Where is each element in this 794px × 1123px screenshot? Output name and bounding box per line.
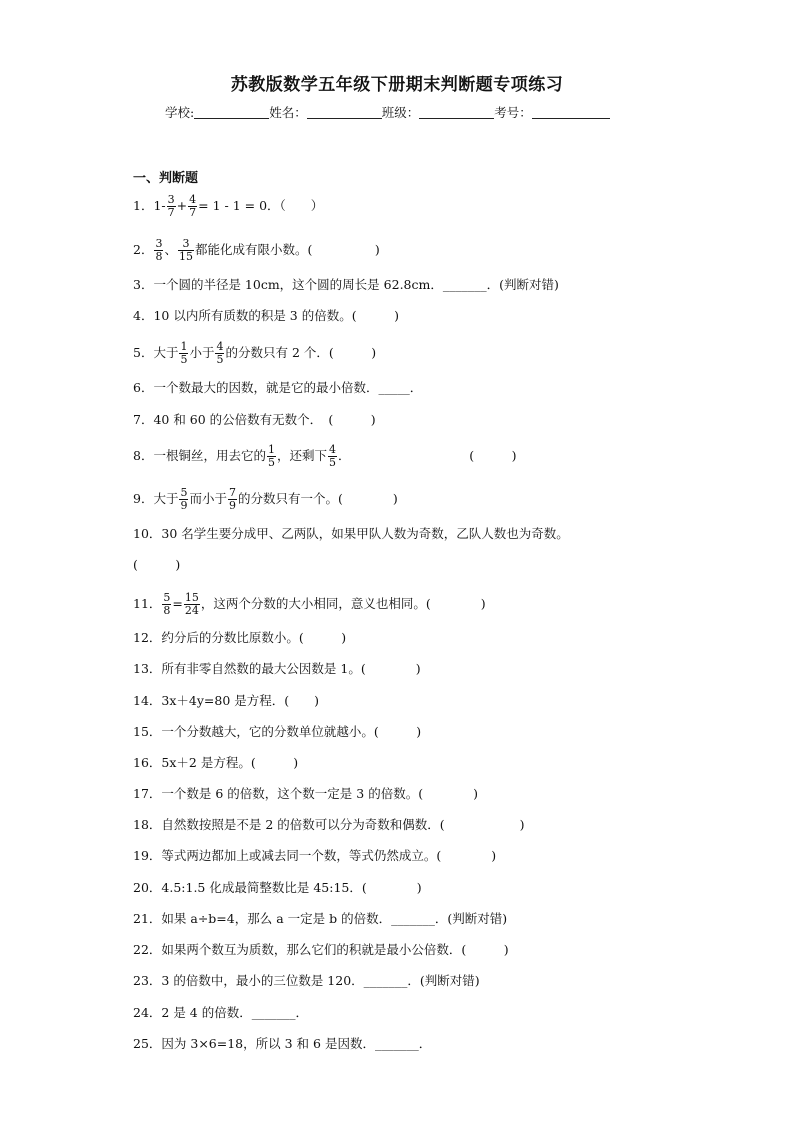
student-info-line xyxy=(165,103,610,121)
question-25: 25．因为 3×6=18，所以 3 和 6 是因数．_______． xyxy=(133,1036,432,1051)
question-17: 17．一个数是 6 的倍数，这个数一定是 3 的倍数。( ) xyxy=(133,786,478,801)
section-heading: 一、判断题 xyxy=(133,171,199,186)
exam-no-field[interactable] xyxy=(532,105,610,119)
question-11: 11． $\frac{5}{8}$ = $\frac{15}{24}$ ，这两个分数的大小相同，意义也相同。( ) xyxy=(133,591,486,617)
fraction: $\frac{15}{24}$ xyxy=(184,591,199,617)
question-16: 16．5x＋2 是方程。( ) xyxy=(133,755,299,770)
question-6: 6．一个数最大的因数，就是它的最小倍数．_____． xyxy=(133,380,423,395)
question-12: 12．约分后的分数比原数小。( ) xyxy=(133,630,347,645)
fraction: $\frac{3}{15}$ xyxy=(178,237,193,263)
question-18: 18．自然数按照是不是 2 的倍数可以分为奇数和偶数．( ) xyxy=(133,817,525,832)
exam-no-label: 考号： xyxy=(494,105,532,120)
question-22: 22．如果两个数互为质数，那么它们的积就是最小公倍数．( ) xyxy=(133,942,509,957)
question-10-answer: ( ) xyxy=(133,557,181,572)
question-9: 9．大于 $\frac{5}{9}$ 而小于 $\frac{7}{9}$ 的分数只有一个。( ) xyxy=(133,486,398,512)
question-5: 5．大于 $\frac{1}{5}$ 小于 $\frac{4}{5}$ 的分数只有 2 个．( ) xyxy=(133,340,377,366)
fraction: $\frac{4}{7}$ xyxy=(189,193,197,219)
question-14: 14．3x＋4y=80 是方程．( ) xyxy=(133,693,320,708)
fraction: $\frac{3}{8}$ xyxy=(155,237,163,263)
question-4: 4．10 以内所有质数的积是 3 的倍数。( ) xyxy=(133,308,399,323)
page-title: 苏教版数学五年级下册期末判断题专项练习 xyxy=(230,75,564,95)
fraction: $\frac{4}{5}$ xyxy=(216,340,224,366)
school-field[interactable] xyxy=(194,105,269,119)
school-label: 学校: xyxy=(165,105,195,120)
question-23: 23．3 的倍数中，最小的三位数是 120．_______．(判断对错) xyxy=(133,973,480,988)
question-7: 7．40 和 60 的公倍数有无数个． ( ) xyxy=(133,412,376,427)
fraction: $\frac{1}{5}$ xyxy=(267,443,275,469)
question-15: 15．一个分数越大，它的分数单位就越小。( ) xyxy=(133,724,422,739)
class-label: 班级： xyxy=(381,105,420,120)
question-2: 2． $\frac{3}{8}$ 、 $\frac{3}{15}$ 都能化成有限小数。( ) xyxy=(133,237,380,263)
question-21: 21．如果 a÷b=4，那么 a 一定是 b 的倍数．_______．(判断对错) xyxy=(133,911,508,926)
name-label: 姓名： xyxy=(269,105,307,120)
question-19: 19．等式两边都加上或减去同一个数，等式仍然成立。( ) xyxy=(133,848,497,863)
fraction: $\frac{1}{5}$ xyxy=(180,340,188,366)
fraction: $\frac{4}{5}$ xyxy=(328,443,336,469)
question-10: 10．30 名学生要分成甲、乙两队，如果甲队人数为奇数，乙队人数也为奇数。 xyxy=(133,526,569,541)
question-3: 3．一个圆的半径是 10cm，这个圆的周长是 62.8cm．_______．(判断对错) xyxy=(133,277,559,292)
question-13: 13．所有非零自然数的最大公因数是 1。( ) xyxy=(133,661,421,676)
question-1: 1．1- $\frac{3}{7}$ + $\frac{4}{7}$ = 1 - 1 = 0．（ ） xyxy=(133,193,324,219)
question-20: 20．4.5:1.5 化成最简整数比是 45:15．( ) xyxy=(133,880,422,895)
fraction: $\frac{5}{9}$ xyxy=(180,486,188,512)
fraction: $\frac{3}{7}$ xyxy=(167,193,175,219)
question-24: 24．2 是 4 的倍数．_______． xyxy=(133,1005,308,1020)
class-field[interactable] xyxy=(419,105,494,119)
fraction: $\frac{5}{8}$ xyxy=(163,591,171,617)
question-8: 8．一根铜丝，用去它的 $\frac{1}{5}$ ，还剩下 $\frac{4}{5}$ ． ( ) xyxy=(133,443,517,469)
fraction: $\frac{7}{9}$ xyxy=(228,486,236,512)
name-field[interactable] xyxy=(307,105,382,119)
